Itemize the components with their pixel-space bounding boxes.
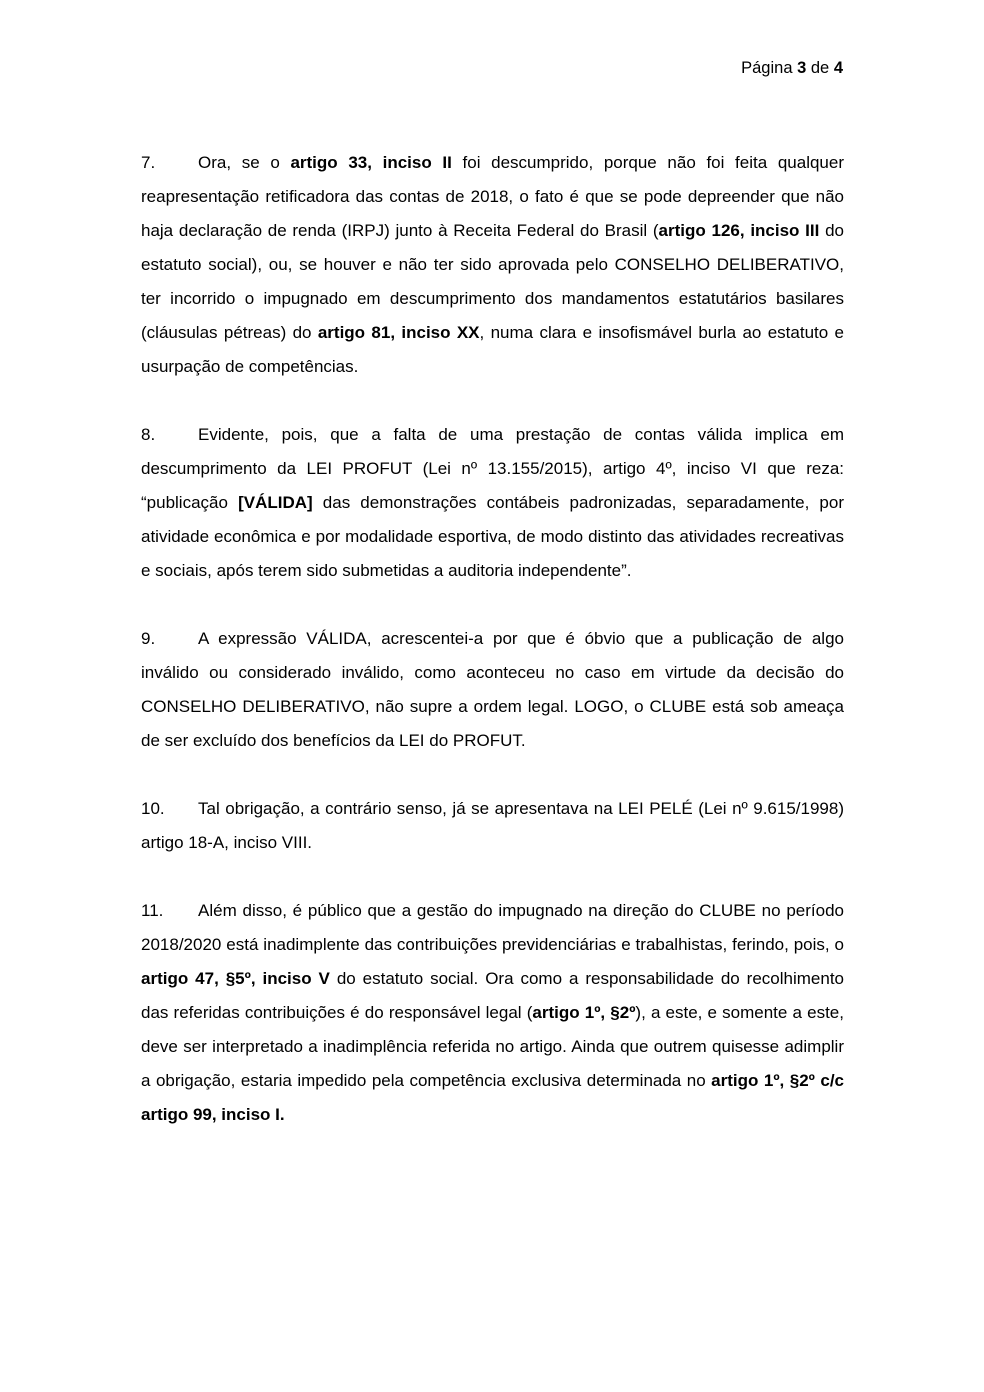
paragraph [141,418,844,588]
paragraph-text: Ora, se o artigo 33, inciso II foi descumprido, porque não foi feita qualquer reapresentação retificadora das contas de 2018, o fato é que se pode depreender que não haja declaração de renda (IRPJ) junto à Receita Federal do Brasil (artigo 126, inciso III do estatuto social), ou, se houver e não ter sido aprovada pelo CONSELHO DELIBERATIVO, ter incorrido o impugnado em descumprimento dos mandamentos estatutários basilares (cláusulas pétreas) do artigo 81, inciso XX, numa clara e insofismável burla ao estatuto e usurpação de competências. [141,153,845,376]
document-body [141,146,844,1166]
paragraph [141,792,844,860]
paragraph-number: 7. [141,153,156,172]
paragraph-number: 10. [141,799,165,818]
paragraph [141,146,844,384]
paragraph-number: 9. [141,629,156,648]
page-number-header: Página 3 de 4 [741,59,843,77]
paragraph-text: Tal obrigação, a contrário senso, já se apresentava na LEI PELÉ (Lei nº 9.615/1998) artigo 18-A, inciso VIII. [141,799,844,852]
paragraph [141,894,844,1132]
paragraph-number: 8. [141,425,156,444]
paragraph-number: 11. [141,901,164,920]
paragraph-text: A expressão VÁLIDA, acrescentei-a por que é óbvio que a publicação de algo inválido ou considerado inválido, como aconteceu no caso em virtude da decisão do CONSELHO DELIBERATIVO, não supre a ordem legal. LOGO, o CLUBE está sob ameaça de ser excluído dos benefícios da LEI do PROFUT. [141,629,844,750]
paragraph [141,622,844,758]
paragraph-text: Além disso, é público que a gestão do impugnado na direção do CLUBE no período 2018/2020 está inadimplente das contribuições previdenciárias e trabalhistas, ferindo, pois, o artigo 47, §5º, inciso V do estatuto social. Ora como a responsabilidade do recolhimento das referidas contribuições é do responsável legal (artigo 1º, §2º), a este, e somente a este, deve ser interpretado a inadimplência referida no artigo. Ainda que outrem quisesse adimplir a obrigação, estaria impedido pela competência exclusiva determinada no artigo 1º, §2º c/c artigo 99, inciso I. [141,901,844,1124]
paragraph-text: Evidente, pois, que a falta de uma prestação de contas válida implica em descumprimento da LEI PROFUT (Lei nº 13.155/2015), artigo 4º, inciso VI que reza: “publicação [VÁLIDA] das demonstrações contábeis padronizadas, separadamente, por atividade econômica e por modalidade esportiva, de modo distinto das atividades recreativas e sociais, após terem sido submetidas a auditoria independente”. [141,425,844,580]
